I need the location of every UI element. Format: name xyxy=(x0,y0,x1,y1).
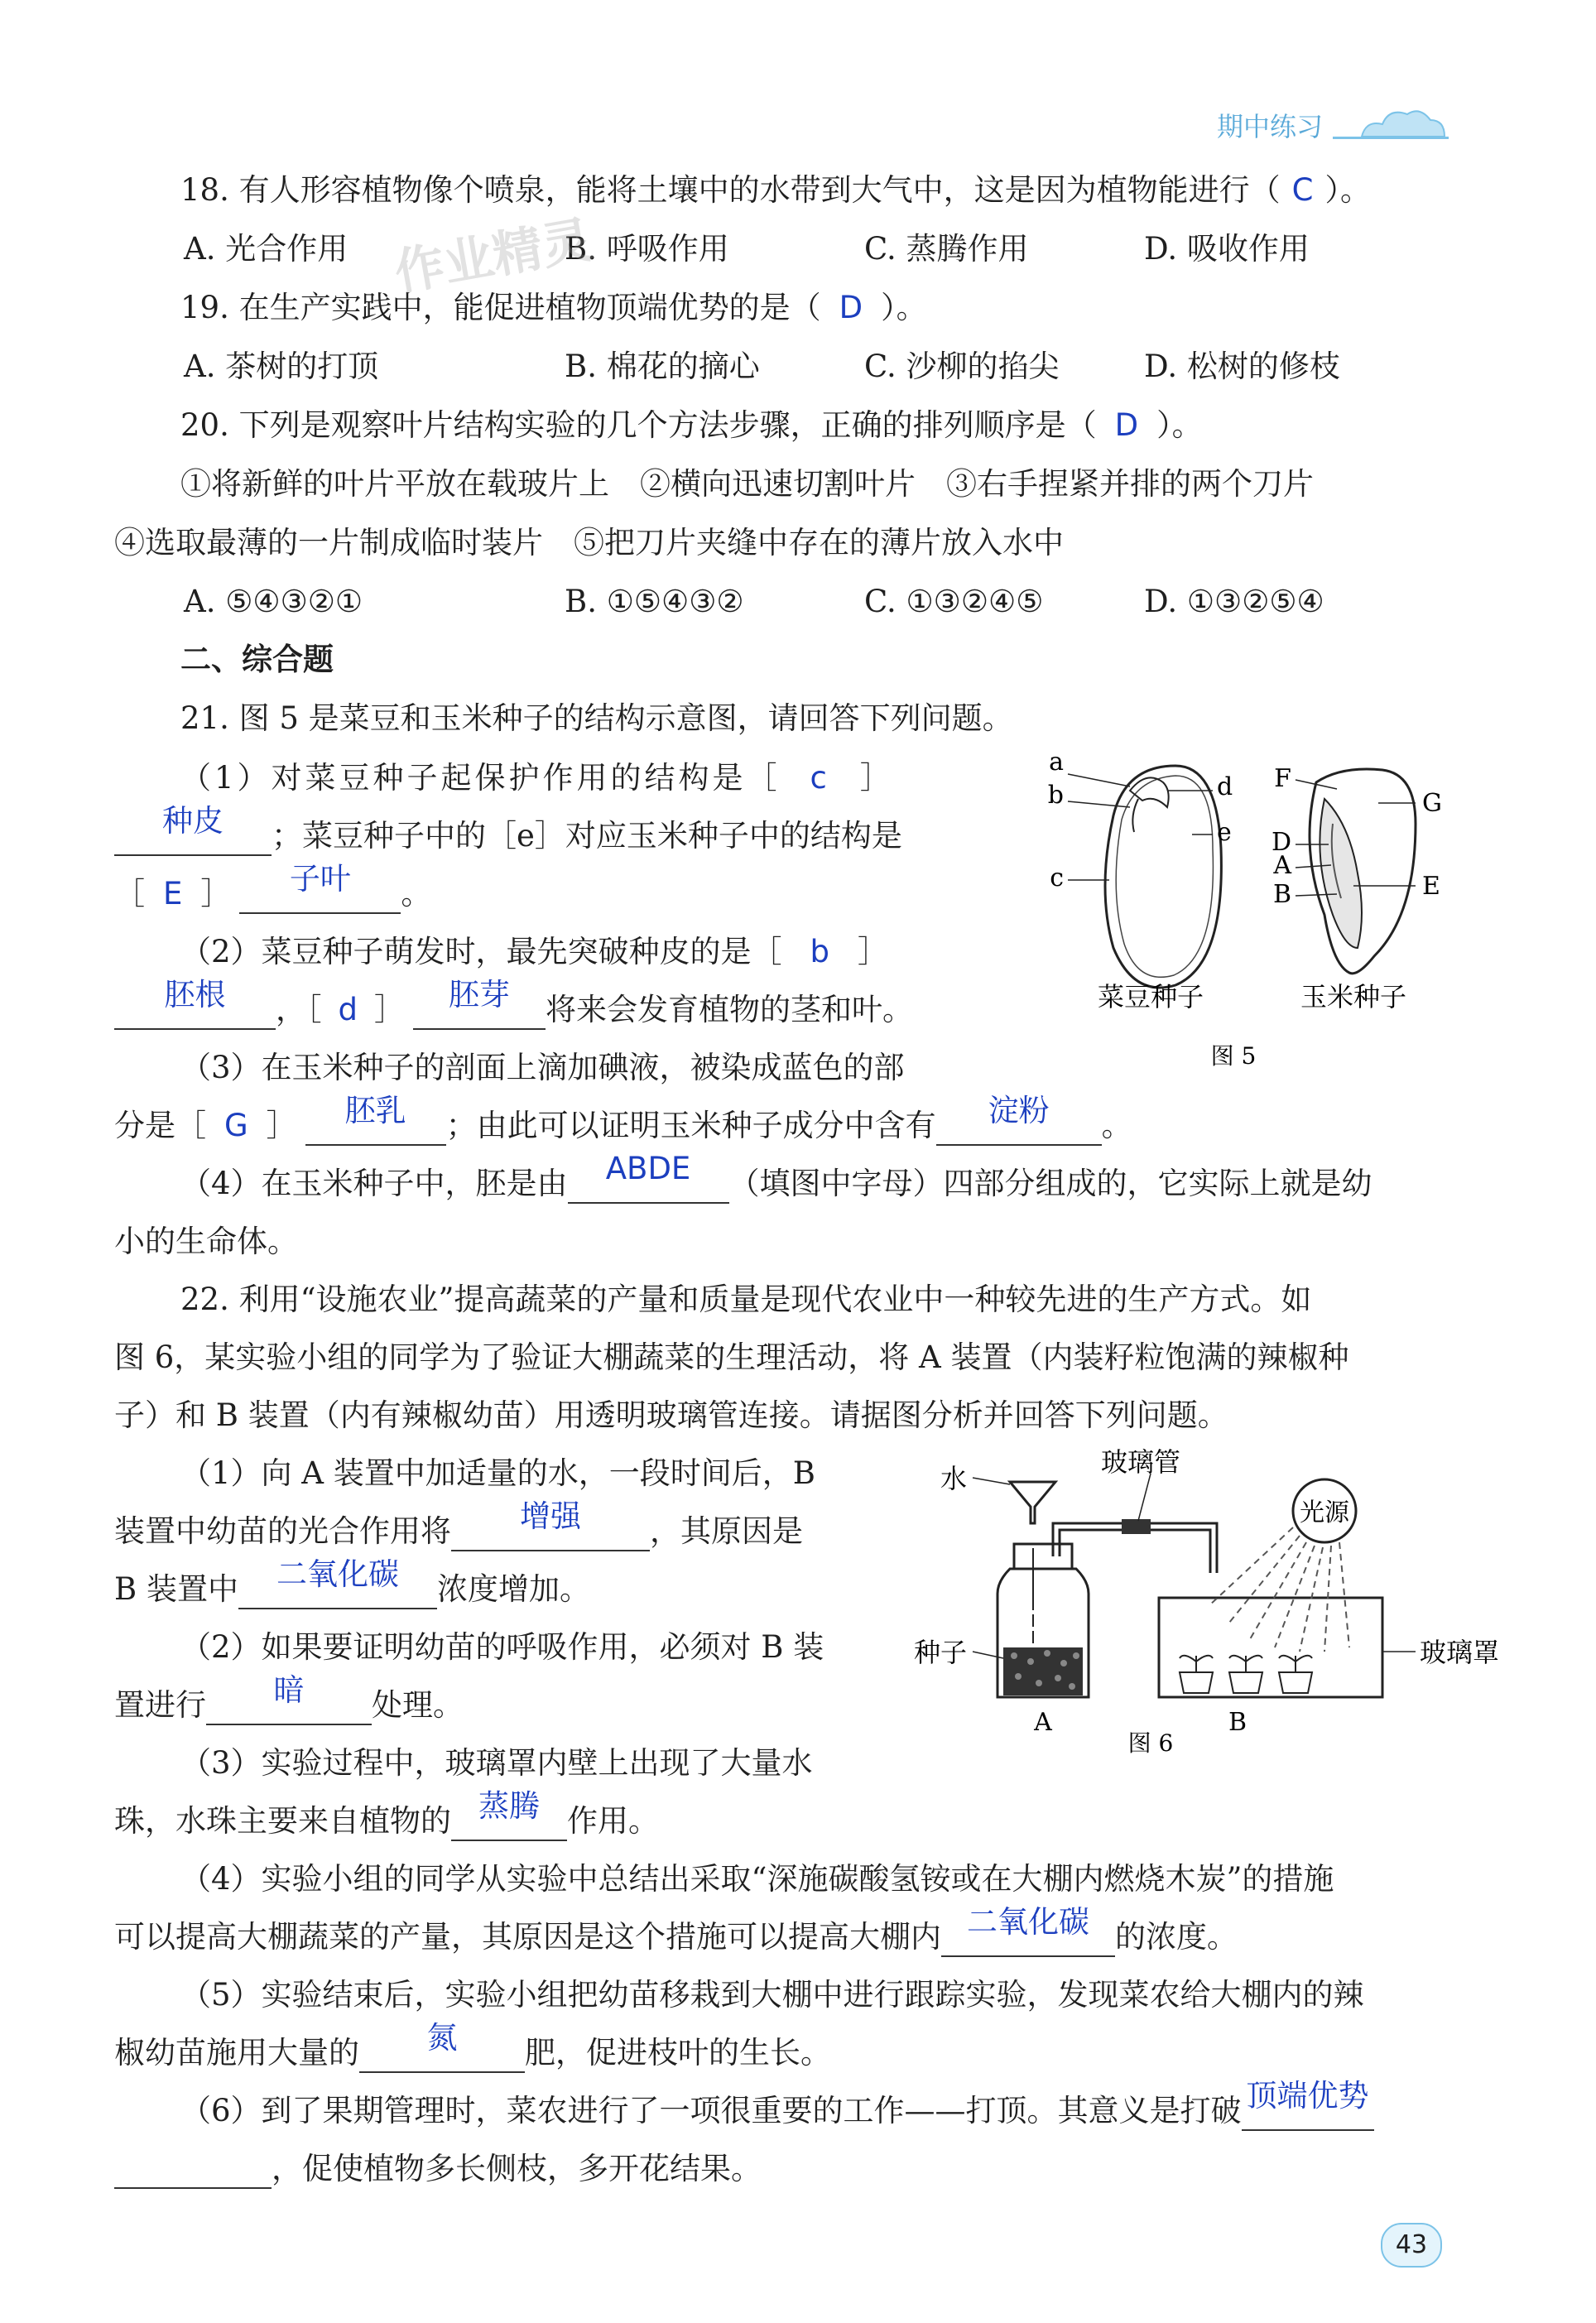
corn-seed-diagram xyxy=(1272,764,1442,974)
fig6-label-water: 水 xyxy=(940,1463,967,1494)
section-title: 二、综合题 xyxy=(180,642,334,677)
q21-part2-line1: （2）菜豆种子萌发时，最先突破种皮的是［ b ］ xyxy=(180,934,889,969)
q22-stem-3: 子）和 B 装置（内有辣椒幼苗）用透明玻璃管连接。请据图分析并回答下列问题。 xyxy=(114,1397,1228,1433)
q22-part2-line2: 置进行 暗 处理。 xyxy=(114,1685,464,1726)
q22-part1-line3: B 装置中 二氧化碳 浓度增加。 xyxy=(114,1569,590,1610)
q22-part5-line1: （5）实验结束后，实验小组把幼苗移栽到大棚中进行跟踪实验，发现菜农给大棚内的辣 xyxy=(180,1977,1364,2013)
cloud-icon xyxy=(1358,99,1449,141)
q20-steps-2: ④选取最薄的一片制成临时装片 ⑤把刀片夹缝中存在的薄片放入水中 xyxy=(114,525,1064,560)
q21-part4-line2: 小的生命体。 xyxy=(114,1224,298,1259)
fig6-label-light: 光源 xyxy=(1300,1498,1349,1527)
page-number: 43 xyxy=(1381,2223,1442,2268)
corn-label-f: F xyxy=(1274,764,1291,793)
corn-caption: 玉米种子 xyxy=(1300,981,1407,1012)
fig6-label-cover: 玻璃罩 xyxy=(1420,1637,1500,1668)
q22-stem-2: 图 6，某实验小组的同学为了验证大棚蔬菜的生理活动，将 A 装置（内装籽粒饱满的辣椒种 xyxy=(114,1339,1349,1375)
section-header: 期中练习 xyxy=(1217,111,1324,142)
q21-stem: 21. 图 5 是菜豆和玉米种子的结构示意图，请回答下列问题。 xyxy=(180,700,1013,736)
q20-options: A. ⑤④③②① B. ①⑤④③② C. ①③②④⑤ D. ①③②⑤④ xyxy=(184,584,1324,619)
q22-stem-1: 22. 利用“设施农业”提高蔬菜的产量和质量是现代农业中一种较先进的生产方式。如 xyxy=(180,1282,1312,1317)
header-rule xyxy=(1333,137,1449,139)
bean-label-b: b xyxy=(1047,781,1064,810)
q22-part2-line1: （2）如果要证明幼苗的呼吸作用，必须对 B 装 xyxy=(180,1629,824,1665)
q22-part5-line2: 椒幼苗施用大量的 氮 肥，促进枝叶的生长。 xyxy=(114,2032,831,2074)
q21-part3-line2: 分是［ G ］ 胚乳 ；由此可以证明玉米种子成分中含有 淀粉 。 xyxy=(114,1105,1132,1147)
q18-answer: C xyxy=(1291,172,1314,208)
corn-label-g: G xyxy=(1422,789,1442,818)
figure-6-title: 图 6 xyxy=(1127,1729,1174,1757)
q18-options xyxy=(184,228,1310,270)
q18-option-c: C. 蒸腾作用 xyxy=(864,231,1029,267)
q18-option-b: B. 呼吸作用 xyxy=(565,231,729,267)
fig6-label-b: B xyxy=(1228,1708,1247,1737)
q20-stem: 20. 下列是观察叶片结构实验的几个方法步骤，正确的排列顺序是（ D ）。 xyxy=(180,407,1203,443)
bean-caption: 菜豆种子 xyxy=(1097,981,1204,1012)
bean-label-c: c xyxy=(1050,863,1064,892)
q21-part1-line2: 种皮 ；菜豆种子中的［e］对应玉米种子中的结构是 xyxy=(114,815,902,857)
watermark: 作业精灵 xyxy=(390,210,597,303)
q22-part1-line2: 装置中幼苗的光合作用将 增强 ，其原因是 xyxy=(114,1511,803,1552)
figure-5-title: 图 5 xyxy=(1210,1042,1257,1070)
q22-part6-line2: ，促使植物多长侧枝，多开花结果。 xyxy=(114,2148,762,2190)
q22-part4-line2: 可以提高大棚蔬菜的产量，其原因是这个措施可以提高大棚内 二氧化碳 的浓度。 xyxy=(114,1917,1238,1958)
q21-part3-line1: （3）在玉米种子的剖面上滴加碘液，被染成蓝色的部 xyxy=(180,1050,905,1085)
q22-part3-line1: （3）实验过程中，玻璃罩内壁上出现了大量水 xyxy=(180,1745,813,1781)
q18-stem: 18. 有人形容植物像个喷泉，能将土壤中的水带到大气中，这是因为植物能进行（ C ）。 xyxy=(180,172,1371,208)
q22-part4-line1: （4）实验小组的同学从实验中总结出采取“深施碳酸氢铵或在大棚内燃烧木炭”的措施 xyxy=(180,1861,1334,1897)
q18-option-a: A. 光合作用 xyxy=(184,231,349,267)
q22-part3-line2: 珠，水珠主要来自植物的 蒸腾 作用。 xyxy=(114,1801,659,1842)
corn-label-e: E xyxy=(1422,872,1440,901)
q20-answer: D xyxy=(1114,407,1139,443)
bean-label-d: d xyxy=(1217,772,1233,801)
fig6-label-a: A xyxy=(1034,1708,1052,1737)
q21-part1-line3: ［ E ］ 子叶 。 xyxy=(114,873,431,915)
q19-options: A. 茶树的打顶 B. 棉花的摘心 C. 沙柳的掐尖 D. 松树的修枝 xyxy=(184,349,1340,384)
q20-steps-1: ①将新鲜的叶片平放在载玻片上 ②横向迅速切割叶片 ③右手捏紧并排的两个刀片 xyxy=(180,466,1314,502)
q21-part4-line1: （4）在玉米种子中，胚是由 ABDE （填图中字母）四部分组成的，它实际上就是幼 xyxy=(180,1163,1372,1205)
bean-seed-diagram xyxy=(1048,748,1233,988)
q22-part6-line1: （6）到了果期管理时，菜农进行了一项很重要的工作——打顶。其意义是打破 顶端优势 xyxy=(180,2090,1374,2132)
q22-part1-line1: （1）向 A 装置中加适量的水，一段时间后，B xyxy=(180,1455,815,1491)
figure-6 xyxy=(911,1445,1500,1759)
q18-option-d: D. 吸收作用 xyxy=(1144,231,1310,267)
q21-part2-line2: 胚根 ，［ d ］ 胚芽 将来会发育植物的茎和叶。 xyxy=(114,989,913,1031)
corn-label-b: B xyxy=(1272,880,1291,909)
bean-label-a: a xyxy=(1049,748,1064,777)
bean-label-e: e xyxy=(1217,818,1232,847)
corn-label-d: D xyxy=(1271,828,1291,857)
fig6-label-seeds: 种子 xyxy=(913,1637,967,1668)
corn-label-a: A xyxy=(1273,851,1291,880)
q19-answer: D xyxy=(839,290,863,325)
q21-part1-line1: （1）对菜豆种子起保护作用的结构是［ c ］ xyxy=(180,760,894,796)
q19-stem: 19. 在生产实践中，能促进植物顶端优势的是（ D ）。 xyxy=(180,290,927,325)
figure-5 xyxy=(1047,748,1482,1080)
fig6-label-tube: 玻璃管 xyxy=(1101,1446,1181,1478)
